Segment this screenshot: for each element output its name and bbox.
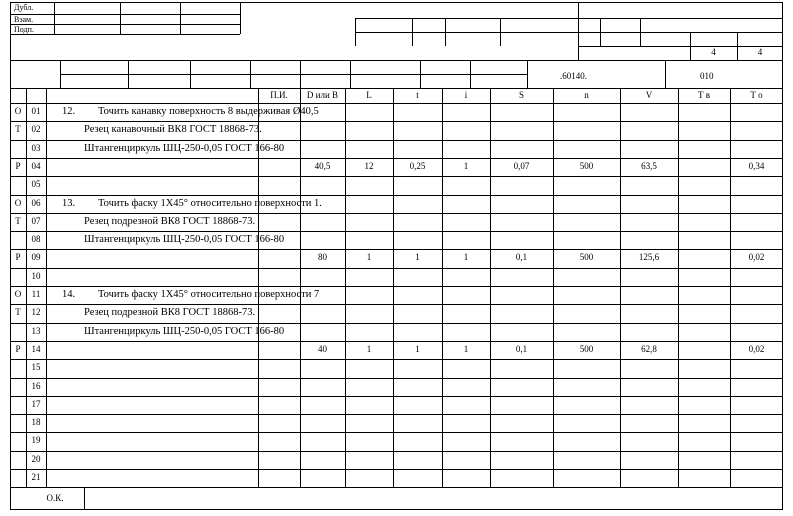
row-text-11: Резец подрезной ВК8 ГОСТ 18868-73. [84, 307, 256, 319]
column-separator-12 [730, 88, 731, 487]
row-13-value-6: 62,8 [641, 344, 657, 354]
code-value-1: .60140. [560, 72, 587, 81]
column-header-7: V [645, 91, 653, 100]
row-separator-10 [10, 304, 783, 305]
row-number-20: 21 [31, 473, 41, 482]
row-number-17: 18 [31, 418, 41, 428]
column-header-9: Т о [750, 91, 763, 100]
column-separator-10 [620, 88, 621, 487]
footer-sep [84, 487, 85, 510]
row-number-2: 03 [31, 143, 41, 153]
row-text-7: Штангенциркуль ШЦ-250-0,05 ГОСТ 166-80 [84, 234, 285, 246]
top-number-left: 4 [711, 48, 716, 57]
row-separator-16 [10, 414, 783, 415]
column-header-6: n [584, 91, 589, 100]
row-separator-5 [10, 213, 783, 214]
row-separator-3 [10, 176, 783, 177]
row-13-value-4: 0,1 [515, 344, 528, 354]
row-separator-17 [10, 432, 783, 433]
column-header-4: i [464, 91, 468, 100]
codeband-sep-4 [250, 60, 251, 88]
row-number-19: 20 [31, 454, 41, 464]
row-13-value-8: 0,02 [748, 344, 765, 354]
codeband-sep-1 [60, 60, 61, 88]
row-mark-6: Т [15, 216, 21, 226]
row-number-3: 04 [31, 161, 41, 171]
stub-sep-1 [54, 2, 55, 34]
row-number-0: 01 [31, 107, 41, 116]
row-number-4: 05 [31, 180, 41, 190]
row-8-value-0: 80 [318, 253, 327, 263]
row-8-value-5: 500 [579, 253, 594, 263]
topright-line-c [578, 46, 783, 47]
codeband-sep-8 [470, 60, 471, 88]
row-number-15: 16 [31, 381, 41, 391]
codeband-sep-9 [527, 60, 528, 88]
topright-sep-6 [600, 18, 601, 46]
row-separator-19 [10, 469, 783, 470]
row-separator-6 [10, 231, 783, 232]
row-separator-18 [10, 451, 783, 452]
row-text-12: Штангенциркуль ШЦ-250-0,05 ГОСТ 166-80 [84, 325, 285, 337]
row-separator-13 [10, 359, 783, 360]
header-line-4 [10, 34, 240, 35]
stub-sep-3 [180, 2, 181, 34]
codeband-sep-2 [128, 60, 129, 88]
row-13-value-5: 500 [579, 344, 594, 354]
topright-sep-2 [412, 18, 413, 46]
codeband-top [10, 60, 783, 61]
row-mark-13: Р [15, 344, 21, 354]
row-number-14: 15 [31, 363, 41, 373]
row-mark-10: О [14, 290, 22, 299]
row-mark-0: О [14, 107, 22, 116]
row-separator-9 [10, 286, 783, 287]
row-text-10: Точить фаску 1Х45° относительно поверхности 7 [98, 289, 320, 300]
row-number-18: 19 [31, 436, 41, 446]
row-3-value-1: 12 [364, 161, 374, 171]
column-separator-num [46, 103, 47, 487]
row-number-9: 10 [31, 271, 41, 281]
stub-sep-2 [120, 2, 121, 34]
row-number-5: 06 [31, 198, 41, 208]
column-header-2: L [366, 91, 372, 100]
row-number-13: 14 [31, 344, 41, 354]
row-mark-8: Р [15, 253, 21, 263]
row-number-12: 13 [31, 326, 41, 336]
row-8-value-1: 1 [366, 253, 372, 263]
row-mark-3: Р [15, 161, 21, 171]
row-separator-2 [10, 158, 783, 159]
codeband-sep-7 [420, 60, 421, 88]
row-text-2: Штангенциркуль ШЦ-250-0,05 ГОСТ 166-80 [84, 142, 285, 154]
row-8-value-3: 1 [463, 253, 469, 263]
row-separator-0 [10, 121, 783, 122]
row-separator-7 [10, 249, 783, 250]
row-8-value-6: 125,6 [638, 253, 660, 263]
row-separator-12 [10, 341, 783, 342]
topright-sep-5 [578, 2, 579, 60]
code-value-2: 010 [700, 72, 714, 81]
row-mark-5: О [14, 198, 22, 208]
header-line-3 [10, 24, 240, 25]
header-line-2 [10, 14, 240, 15]
topright-sep-3 [445, 18, 446, 46]
row-number-11: 12 [31, 308, 41, 318]
row-13-value-3: 1 [463, 344, 469, 354]
row-text-6: Резец подрезной ВК8 ГОСТ 18868-73. [84, 215, 256, 227]
column-header-1: D или В [306, 91, 339, 100]
row-3-value-8: 0,34 [748, 161, 765, 171]
row-3-value-6: 63,5 [641, 161, 657, 171]
codeband-mid [60, 74, 527, 75]
row-separator-8 [10, 268, 783, 269]
stub-label-vzam: Взам. [14, 15, 34, 24]
column-header-3: t [416, 91, 419, 100]
row-text-5: Точить фаску 1Х45° относительно поверхности 1. [98, 197, 322, 209]
row-3-value-0: 40,5 [314, 161, 331, 171]
row-8-value-2: 1 [415, 253, 420, 263]
topright-sep-1 [355, 18, 356, 46]
colheader-bottom [10, 103, 783, 104]
row-separator-20 [10, 487, 783, 488]
row-text-0: Точить канавку поверхность 8 выдерживая Ø40,5 [98, 106, 319, 117]
column-header-0: П.И. [270, 91, 288, 100]
column-header-8: Т в [698, 91, 710, 100]
column-header-5: S [518, 91, 524, 100]
topright-sep-7 [640, 18, 641, 46]
row-13-value-2: 1 [415, 344, 420, 354]
footer-label: О.К. [46, 494, 64, 503]
codeband-sep-10 [665, 60, 666, 88]
topright-line-a [355, 18, 783, 19]
topright-sep-4 [500, 18, 501, 46]
row-separator-14 [10, 378, 783, 379]
row-3-value-3: 1 [463, 161, 469, 171]
row-separator-11 [10, 323, 783, 324]
row-3-value-2: 0,25 [409, 161, 426, 171]
row-step-number-5: 13. [62, 198, 76, 209]
row-3-value-4: 0,07 [513, 161, 530, 171]
row-13-value-0: 40 [318, 344, 327, 354]
header-line-1 [10, 2, 783, 3]
row-separator-1 [10, 140, 783, 141]
column-separator-11 [678, 88, 679, 487]
row-13-value-1: 1 [366, 344, 372, 354]
row-step-number-10: 14. [62, 290, 76, 300]
row-number-8: 09 [31, 253, 41, 263]
row-step-number-0: 12. [62, 107, 76, 117]
codeband-bottom [10, 88, 783, 89]
stub-label-podp: Подп. [14, 25, 34, 34]
top-number-right: 4 [757, 48, 763, 57]
row-number-7: 08 [31, 235, 41, 245]
row-separator-4 [10, 195, 783, 196]
row-text-1: Резец канавочный ВК8 ГОСТ 18868-73. [84, 124, 262, 136]
row-8-value-4: 0,1 [515, 253, 528, 263]
row-number-1: 02 [31, 125, 41, 135]
codeband-sep-5 [300, 60, 301, 88]
row-8-value-8: 0,02 [748, 253, 765, 263]
row-number-6: 07 [31, 216, 41, 226]
stub-label-dubl: Дубл. [14, 3, 34, 12]
row-number-16: 17 [31, 399, 41, 409]
row-mark-11: Т [15, 308, 21, 318]
codeband-sep-3 [190, 60, 191, 88]
topright-line-b [355, 32, 783, 33]
row-separator-15 [10, 396, 783, 397]
codeband-sep-6 [350, 60, 351, 88]
stub-sep-4 [240, 2, 241, 34]
row-mark-1: Т [15, 125, 21, 135]
row-number-10: 11 [31, 290, 41, 299]
row-3-value-5: 500 [579, 161, 594, 171]
